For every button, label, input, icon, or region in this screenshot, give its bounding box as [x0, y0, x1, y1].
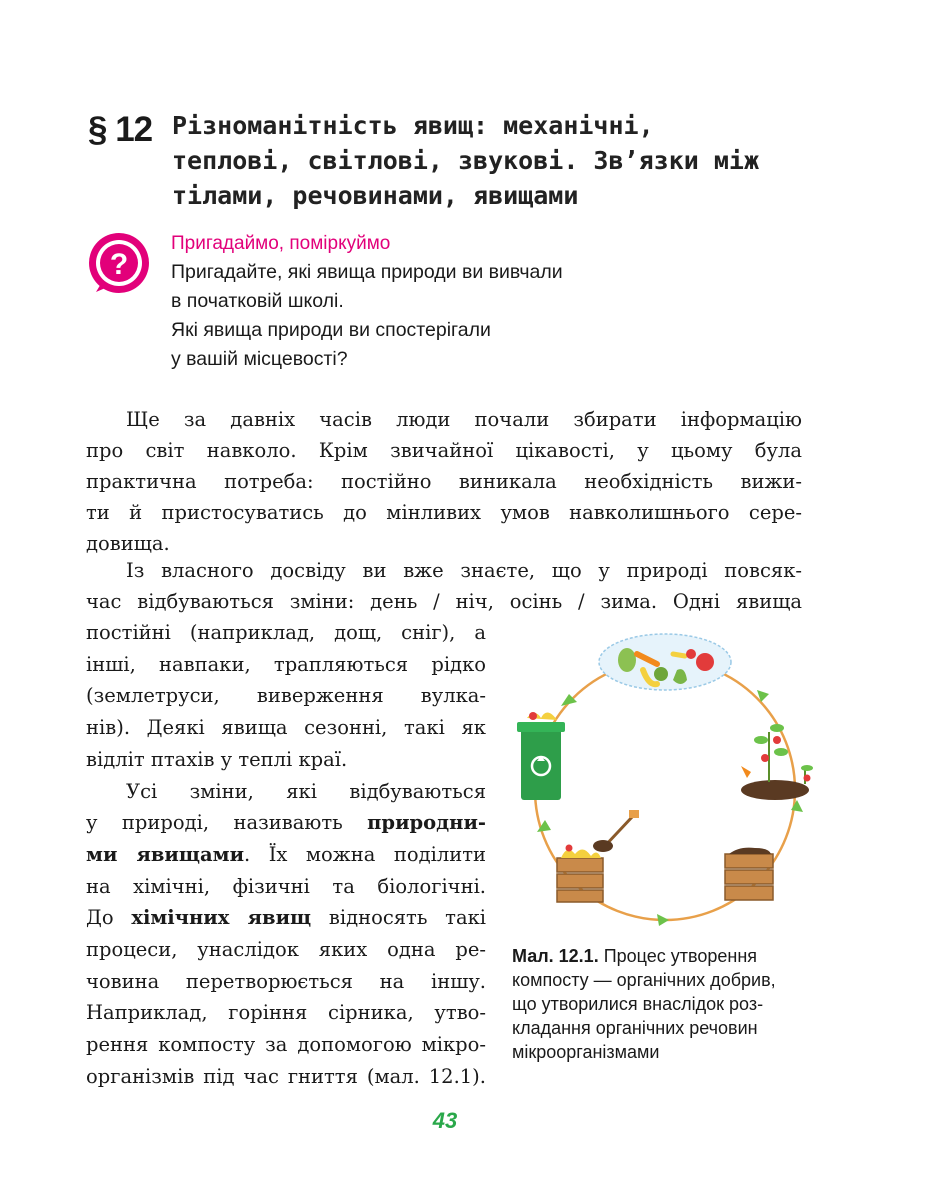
text-line: час відбуваються зміни: день / ніч, осінь / зима. Одні явища [86, 590, 802, 613]
cycle-arrow [657, 914, 669, 926]
svg-text:?: ? [109, 248, 129, 281]
question-mark-icon [88, 232, 150, 294]
section-title-line: Різноманітність явищ: механічні, [172, 111, 654, 140]
text-fragment: у природі, називають [86, 811, 368, 835]
text-fragment: . Їх можна поділити [244, 842, 486, 866]
term-chemical-phenomena: хімічних явищ [131, 906, 312, 930]
text-line: постійні (наприклад, дощ, сніг), а [86, 621, 486, 644]
recall-heading: Пригадаймо, поміркуймо [171, 233, 391, 254]
text-line: Наприклад, горіння сірника, утво- [86, 1001, 486, 1025]
compost-crate-right [725, 848, 773, 900]
narrow-column [86, 617, 486, 1093]
compost-crate-left [557, 810, 639, 902]
compost-cycle-illustration [507, 632, 823, 932]
text-line: човина перетворюється на іншу. [86, 969, 486, 993]
text-fragment: До [86, 906, 132, 930]
recall-question: в початковій школі. [171, 290, 344, 312]
text-line: ти й пристосуватись до мінливих умов навколишнього сере- [86, 501, 802, 524]
recycling-bin [517, 712, 565, 800]
caption-text: Процес утворення [598, 946, 758, 966]
recall-box [171, 230, 731, 374]
section-title-line: тілами, речовинами, явищами [172, 181, 579, 210]
text-line: Із власного досвіду ви вже знаєте, що у природі повсяк- [126, 559, 802, 582]
text-line: інші, навпаки, трапляються рідко [86, 652, 486, 676]
text-line [86, 839, 486, 871]
section-title [172, 108, 872, 213]
text-line: рення компосту за допомогою мікро- [86, 1033, 486, 1057]
text-line: організмів під час гниття (мал. 12.1). [86, 1064, 486, 1088]
text-line: відліт птахів у теплі краї. [86, 747, 348, 771]
page-number: 43 [432, 1108, 458, 1133]
figure-caption [512, 944, 842, 1064]
plant-in-soil [741, 724, 813, 800]
section-number: § 12 [88, 110, 153, 149]
caption-line: мікроорганізмами [512, 1042, 660, 1062]
caption-line [512, 944, 842, 968]
section-title-line: теплові, світлові, звукові. Зв’язки між [172, 146, 759, 175]
text-line: Усі зміни, які відбуваються [126, 779, 486, 803]
food-scraps-bubble [599, 634, 731, 690]
text-line: практична потреба: постійно виникала необхідність вижи- [86, 470, 802, 493]
text-line [86, 807, 486, 839]
text-line: процеси, унаслідок яких одна ре- [86, 938, 486, 962]
recall-question: Які явища природи ви спостерігали [171, 319, 491, 341]
caption-line: компосту — органічних добрив, [512, 970, 776, 990]
caption-line: що утворилися внаслідок роз- [512, 994, 764, 1014]
text-line: довища. [86, 532, 170, 555]
term-natural-phenomena: ми явищами [86, 842, 245, 866]
text-line: Ще за давніх часів люди почали збирати інформацію [126, 408, 802, 431]
text-line [86, 902, 486, 934]
text-line: про світ навколо. Крім звичайної цікавості, у цьому була [86, 439, 802, 462]
paragraph-1 [86, 404, 802, 559]
text-fragment: відносять такі [311, 906, 486, 930]
recall-question: Пригадайте, які явища природи ви вивчали [171, 261, 563, 283]
term-natural-phenomena: природни- [367, 811, 486, 835]
recall-question: у вашій місцевості? [171, 348, 348, 370]
text-line: нів). Деякі явища сезонні, такі як [86, 716, 486, 740]
text-line: на хімічні, фізичні та біологічні. [86, 874, 486, 898]
caption-line: кладання органічних речовин [512, 1018, 758, 1038]
caption-label: Мал. 12.1. [512, 946, 599, 966]
text-line: (землетруси, виверження вулка- [86, 684, 486, 708]
paragraph-2 [86, 555, 802, 617]
